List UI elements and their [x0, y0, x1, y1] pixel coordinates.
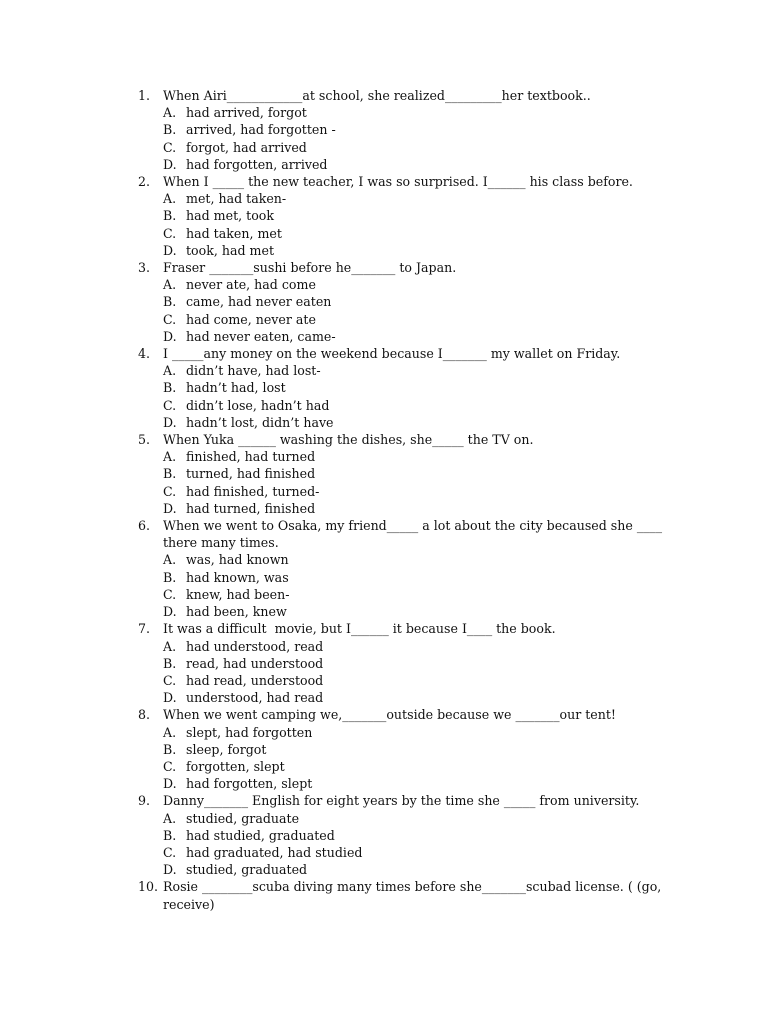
- option-letter: A.: [163, 724, 177, 740]
- option-letter: C.: [163, 672, 177, 688]
- option-text: turned, had finished: [186, 466, 316, 482]
- option-letter: B.: [163, 466, 177, 482]
- answer-option: [138, 311, 698, 328]
- option-letter: A.: [163, 105, 177, 121]
- question-number: 10.: [138, 879, 159, 895]
- answer-option: [138, 500, 698, 517]
- option-text: had read, understood: [186, 672, 324, 688]
- option-letter: C.: [163, 844, 177, 860]
- option-text: had understood, read: [186, 638, 324, 654]
- question-number: 3.: [138, 260, 151, 276]
- question-number: 6.: [138, 518, 151, 534]
- answer-option: [138, 448, 698, 465]
- option-text: had known, was: [186, 569, 289, 585]
- answer-option: [138, 397, 698, 414]
- option-letter: B.: [163, 208, 177, 224]
- answer-option: [138, 190, 698, 207]
- question-text: Rosie ________scuba diving many times before she_______scubad license. ( (go, receive): [163, 879, 662, 912]
- question-text: I _____any money on the weekend because I_______ my wallet on Friday.: [163, 346, 621, 362]
- answer-option: [138, 569, 698, 586]
- option-text: was, had known: [186, 552, 289, 568]
- option-letter: A.: [163, 363, 177, 379]
- answer-option: [138, 121, 698, 138]
- option-letter: A.: [163, 638, 177, 654]
- answer-option: [138, 242, 698, 259]
- question-text: When we went camping we,_______outside because we _______our tent!: [163, 707, 616, 723]
- question-number: 5.: [138, 432, 151, 448]
- option-letter: D.: [163, 242, 177, 258]
- option-letter: B.: [163, 294, 177, 310]
- answer-option: [138, 775, 698, 792]
- option-text: understood, had read: [186, 690, 324, 706]
- question-number: 7.: [138, 621, 151, 637]
- option-letter: B.: [163, 827, 177, 843]
- question-number: 9.: [138, 793, 151, 809]
- option-letter: D.: [163, 328, 177, 344]
- option-text: had taken, met: [186, 225, 282, 241]
- answer-option: [138, 465, 698, 482]
- option-text: had forgotten, arrived: [186, 156, 328, 172]
- question-list: [138, 87, 698, 913]
- option-letter: D.: [163, 776, 177, 792]
- option-text: had been, knew: [186, 604, 287, 620]
- answer-option: [138, 827, 698, 844]
- answer-option: [138, 207, 698, 224]
- option-text: had graduated, had studied: [186, 844, 363, 860]
- option-letter: B.: [163, 122, 177, 138]
- option-text: had forgotten, slept: [186, 776, 313, 792]
- option-text: took, had met: [186, 242, 275, 258]
- option-text: had finished, turned-: [186, 483, 320, 499]
- option-text: studied, graduate: [186, 810, 300, 826]
- option-text: forgotten, slept: [186, 758, 285, 774]
- question-6: [138, 517, 698, 620]
- answer-option: [138, 293, 698, 310]
- option-text: arrived, had forgotten -: [186, 122, 336, 138]
- option-text: had arrived, forgot: [186, 105, 307, 121]
- question-number: 1.: [138, 88, 151, 103]
- option-text: read, had understood: [186, 655, 324, 671]
- question-text: It was a difficult movie, but I______ it because I____ the book.: [163, 621, 556, 637]
- option-text: never ate, had come: [186, 277, 316, 293]
- answer-option: [138, 672, 698, 689]
- answer-option: [138, 638, 698, 655]
- option-letter: D.: [163, 500, 177, 516]
- option-text: studied, graduated: [186, 862, 308, 878]
- question-number: 8.: [138, 707, 151, 723]
- option-letter: C.: [163, 483, 177, 499]
- option-letter: A.: [163, 810, 177, 826]
- option-letter: D.: [163, 604, 177, 620]
- option-letter: A.: [163, 449, 177, 465]
- question-number: 4.: [138, 346, 151, 362]
- option-text: didn’t lose, hadn’t had: [186, 397, 330, 413]
- answer-option: [138, 586, 698, 603]
- answer-option: [138, 362, 698, 379]
- question-text: Danny_______ English for eight years by the time she _____ from university.: [163, 793, 640, 809]
- option-text: had turned, finished: [186, 500, 316, 516]
- answer-option: [138, 724, 698, 741]
- option-letter: A.: [163, 191, 177, 207]
- option-letter: D.: [163, 690, 177, 706]
- option-letter: D.: [163, 862, 177, 878]
- question-text: When I _____ the new teacher, I was so surprised. I______ his class before.: [163, 174, 633, 190]
- option-text: came, had never eaten: [186, 294, 332, 310]
- question-2: [138, 173, 698, 259]
- answer-option: [138, 861, 698, 878]
- option-letter: A.: [163, 277, 177, 293]
- question-number: 2.: [138, 174, 151, 190]
- option-text: hadn’t lost, didn’t have: [186, 414, 334, 430]
- answer-option: [138, 551, 698, 568]
- option-letter: B.: [163, 741, 177, 757]
- question-text: When we went to Osaka, my friend_____ a lot about the city becaused she ____ there many times.: [163, 518, 663, 551]
- question-text: Fraser _______sushi before he_______ to Japan.: [163, 260, 457, 276]
- option-letter: A.: [163, 552, 177, 568]
- question-3: [138, 259, 698, 345]
- question-1: [138, 87, 698, 173]
- option-text: sleep, forgot: [186, 741, 267, 757]
- option-text: hadn’t had, lost: [186, 380, 286, 396]
- option-letter: C.: [163, 225, 177, 241]
- option-letter: B.: [163, 569, 177, 585]
- option-text: finished, had turned: [186, 449, 316, 465]
- answer-option: [138, 483, 698, 500]
- answer-option: [138, 741, 698, 758]
- option-letter: D.: [163, 156, 177, 172]
- question-9: [138, 792, 698, 878]
- answer-option: [138, 810, 698, 827]
- option-text: slept, had forgotten: [186, 724, 313, 740]
- option-text: didn’t have, had lost-: [186, 363, 321, 379]
- option-letter: C.: [163, 139, 177, 155]
- answer-option: [138, 844, 698, 861]
- option-letter: C.: [163, 758, 177, 774]
- answer-option: [138, 328, 698, 345]
- option-text: had met, took: [186, 208, 275, 224]
- answer-option: [138, 276, 698, 293]
- answer-option: [138, 414, 698, 431]
- option-letter: C.: [163, 311, 177, 327]
- option-letter: D.: [163, 414, 177, 430]
- answer-option: [138, 156, 698, 173]
- answer-option: [138, 758, 698, 775]
- answer-option: [138, 139, 698, 156]
- option-text: had never eaten, came-: [186, 328, 336, 344]
- answer-option: [138, 379, 698, 396]
- question-4: [138, 345, 698, 431]
- answer-option: [138, 104, 698, 121]
- option-letter: B.: [163, 380, 177, 396]
- question-text: When Yuka ______ washing the dishes, she_____ the TV on.: [163, 432, 534, 448]
- question-7: [138, 620, 698, 706]
- option-text: had come, never ate: [186, 311, 316, 327]
- answer-option: [138, 225, 698, 242]
- option-text: had studied, graduated: [186, 827, 335, 843]
- question-8: [138, 706, 698, 792]
- option-text: knew, had been-: [186, 586, 290, 602]
- question-5: [138, 431, 698, 517]
- question-text: When Airi____________at school, she realized_________her textbook..: [163, 88, 591, 103]
- option-letter: B.: [163, 655, 177, 671]
- option-letter: C.: [163, 397, 177, 413]
- answer-option: [138, 655, 698, 672]
- question-10: [138, 878, 698, 912]
- option-letter: C.: [163, 586, 177, 602]
- answer-option: [138, 603, 698, 620]
- answer-option: [138, 689, 698, 706]
- option-text: forgot, had arrived: [186, 139, 307, 155]
- option-text: met, had taken-: [186, 191, 287, 207]
